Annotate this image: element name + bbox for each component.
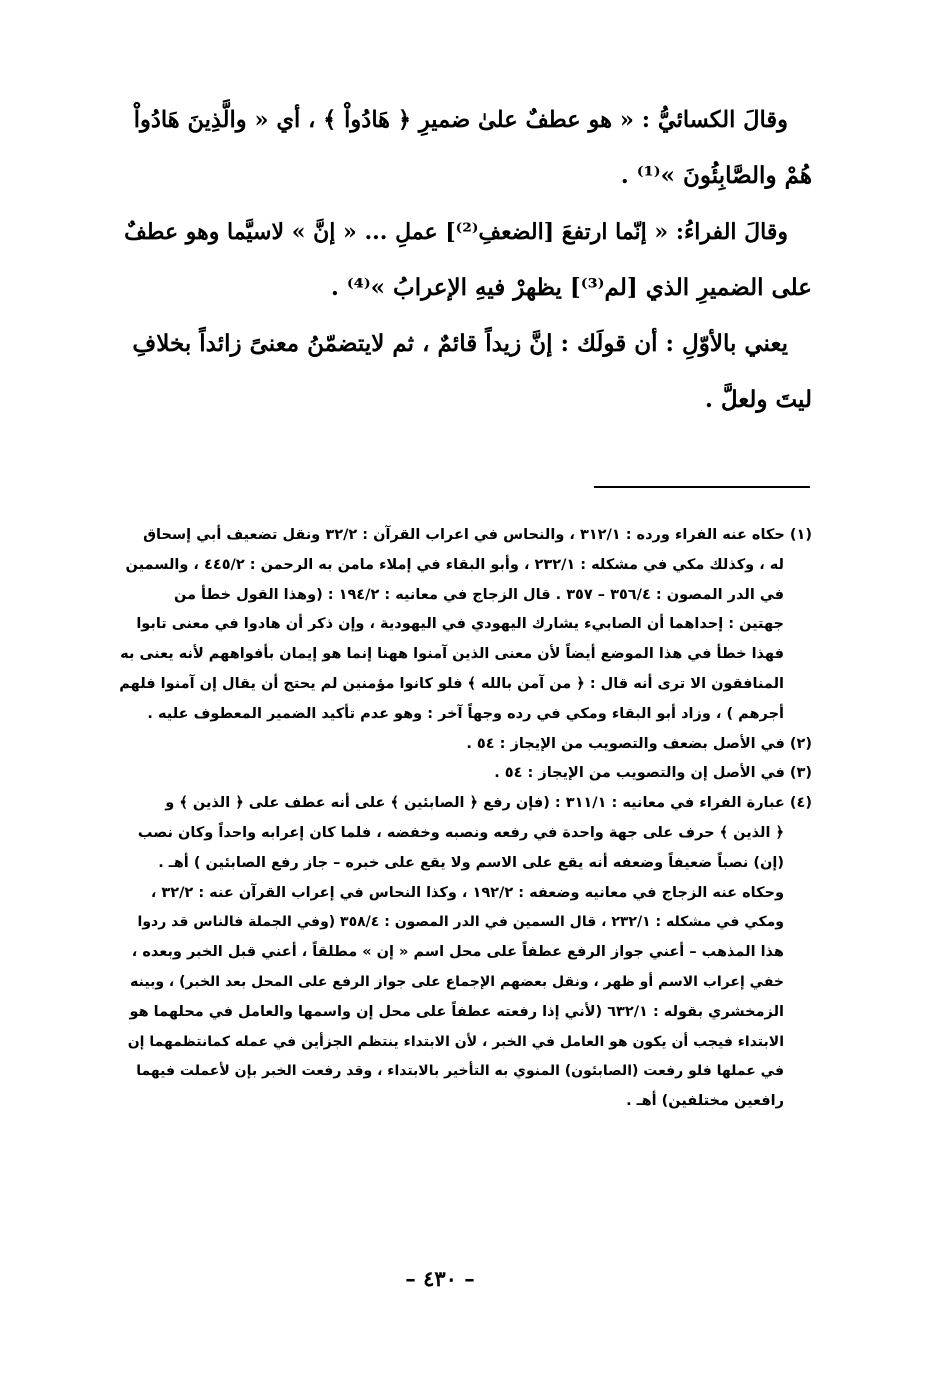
footnote-line: جهتين : إحداهما أن الصابيء يشارك اليهودي في اليهودية ، وإن ذكر أن هادوا في معنى تابوا [136, 616, 784, 633]
footnote-line: رافعين مختلفين) أهـ . [626, 1093, 784, 1110]
footnote-line: (٢) في الأصل بضعف والتصويب من الإيجاز : ٥٤ . [466, 735, 812, 752]
footnotes-section [116, 521, 812, 1117]
main-line-1: وقالَ الكسائيُّ : « هو عطفٌ علىٰ ضميرِ ﴿ هَادُواْ ﴾ ، أي « والَّذِينَ هَادُواْ [133, 107, 788, 133]
footnote-line: (إن) نصباً ضعيفاً وضعفه أنه يقع على الاسم ولا يقع على خبره – جاز رفع الصابئين ) أهـ . [158, 854, 784, 871]
main-line-5: يعني بالأوّلِ : أن قولَك : إنَّ زيداً قائمٌ ، ثم لايتضمّنُ معنىً زائداً بخلافِ [132, 330, 788, 357]
footnote-line: (٤) عبارة الفراء في معانيه : ٣١١/١ : (فإن رفع ﴿ الصابئين ﴾ على أنه عطف على ﴿ الذين ﴾ و [165, 795, 812, 812]
footnote-line: ومكي في مشكله : ٢٣٢/١ ، قال السمين في الدر المصون : ٣٥٨/٤ (وفي الجملة فالناس قد ردوا [137, 914, 784, 931]
footnote-line: هذا المذهب – أعني جواز الرفع عطفاً على محل اسم « إن » مطلقاً ، أعني قبل الخبر وبعده ، [131, 944, 784, 961]
footnote-line: فهذا خطأ في هذا الموضع أيضاً لأن معنى الذين آمنوا ههنا إنما هو إيمان بأفواههم لأنه يعنى به [120, 646, 784, 663]
main-line-3: وقالَ الفراءُ: « إنّما ارتفعَ [الضعفِ⁽²⁾] عملِ ... « إنَّ » لاسيَّما وهو عطفٌ [124, 219, 788, 245]
footnote-line: أجرهم ) ، وزاد أبو البقاء ومكي في رده وجهاً آخر : وهو عدم تأكيد الضمير المعطوف عليه . [147, 705, 784, 722]
main-line-4: على الضميرِ الذي [لم⁽³⁾] يظهرْ فيهِ الإعرابُ »⁽⁴⁾ . [330, 274, 812, 301]
footnote-line: خفي إعراب الاسم أو ظهر ، ونقل بعضهم الإجماع على جواز الرفع على المحل بعد الخبر) ، وبينه [130, 973, 784, 990]
footnote-line: الزمخشري بقوله : ٦٣٢/١ (لأني إذا رفعته عطفاً على محل إن واسمها والعامل في محلهما هو [129, 1003, 784, 1020]
footnote-line: (١) حكاه عنه الفراء ورده : ٣١٢/١ ، والنحاس في اعراب القرآن : ٣٢/٢ ونقل تضعيف أبي إسحاق [143, 527, 812, 543]
footnote-line: في عملها فلو رفعت (الصابئون) المنوي به التأخير بالابتداء ، وقد رفعت الخبر بإن لأعملت فيهما [136, 1063, 784, 1080]
main-line-6: ليتَ ولعلَّ . [704, 386, 812, 413]
footnote-line: (٣) في الأصل إن والتصويب من الإيجاز : ٥٤ . [494, 765, 812, 782]
main-line-2: هُمْ والصَّابِئُونَ »⁽¹⁾ . [620, 162, 812, 189]
footnote-line: وحكاه عنه الزجاج في معانيه وضعفه : ١٩٢/٢ ، وكذا النحاس في إعراب القرآن عنه : ٣٢/٢ ، [150, 884, 784, 901]
footnote-line: المنافقون الا ترى أنه قال : ﴿ من آمن بالله ﴾ فلو كانوا مؤمنين لم يحتج أن يقال إن آمنوا فلهم [119, 675, 784, 692]
footnote-line: الابتداء فيجب أن يكون هو العامل في الخبر ، لأن الابتداء ينتظم الجزأين في عمله كمانتظمهما إن [127, 1033, 784, 1050]
footnote-line: في الدر المصون : ٣٥٦/٤ – ٣٥٧ . قال الزجاج في معانيه : ١٩٤/٢ : (وهذا القول خطأ من [173, 586, 784, 603]
page-number: – ٤٣٠ – [405, 1266, 475, 1291]
footnote-line: ﴿ الذين ﴾ حرف على جهة واحدة في رفعه ونصبه وخفضه ، فلما كان إعرابه واحداً وكان نصب [137, 824, 784, 841]
footnote-line: له ، وكذلك مكي في مشكله : ٢٣٢/١ ، وأبو البقاء في إملاء مامن به الرحمن : ٤٤٥/٢ ، والسمين [125, 556, 784, 573]
footnote-separator [594, 486, 810, 488]
main-body-text [122, 92, 812, 428]
